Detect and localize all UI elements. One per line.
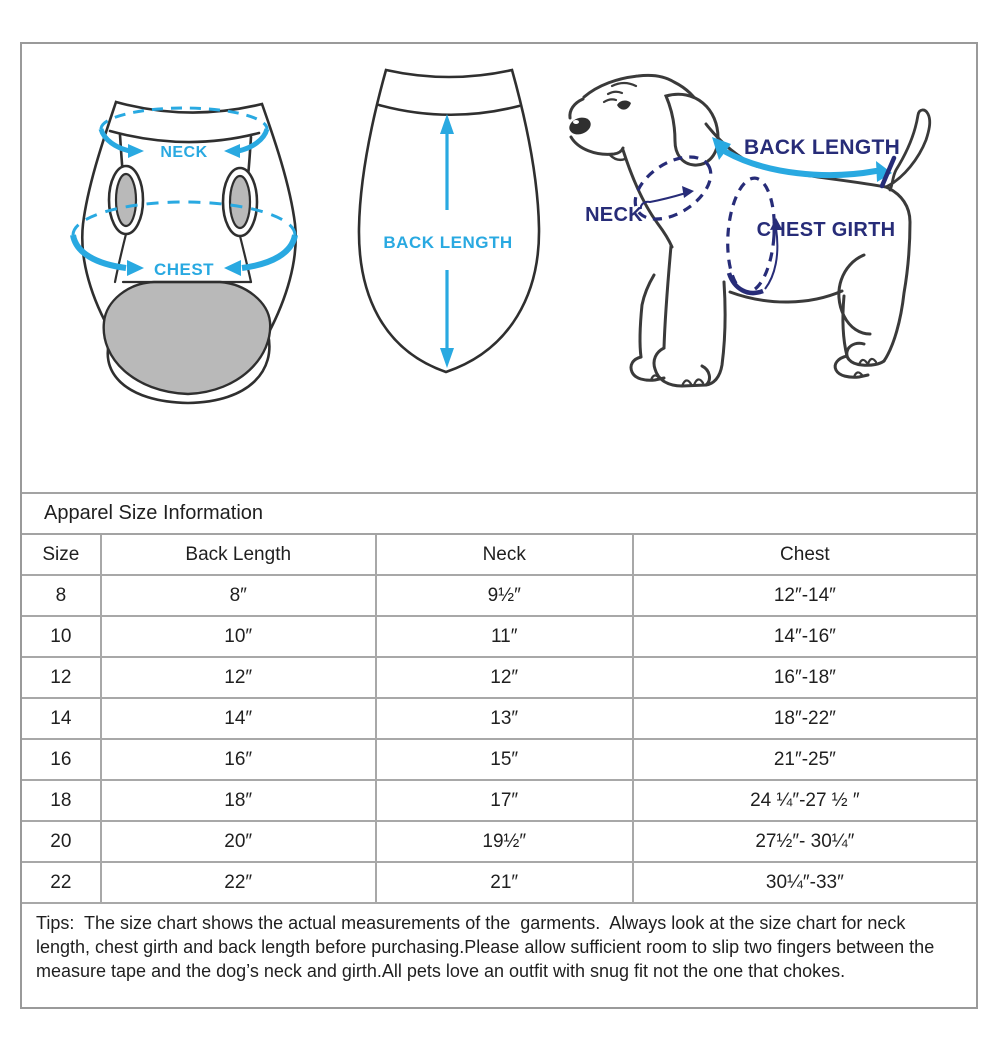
dog-chest-girth-label: CHEST GIRTH: [756, 219, 896, 241]
sleeve-hole-right: [230, 176, 250, 228]
cell-neck: 9½″: [376, 575, 633, 616]
table-row: [22, 698, 976, 739]
cell-size: 12: [22, 657, 101, 698]
col-header-neck: Neck: [376, 535, 633, 575]
cell-back: 20″: [101, 821, 376, 862]
cell-chest: 18″-22″: [633, 698, 976, 739]
cell-chest: 21″-25″: [633, 739, 976, 780]
cell-chest: 12″-14″: [633, 575, 976, 616]
table-row: [22, 739, 976, 780]
size-chart-panel: [20, 42, 978, 1009]
dog-diagram: [554, 50, 974, 400]
size-table: [22, 535, 976, 902]
garment-front-diagram: [68, 72, 303, 417]
tips-text: Tips: The size chart shows the actual measurements of the garments. Always look at the size chart for neck length, chest girth and back length before purchasing.Please allow sufficient room to slip two fingers between the measure tape and the dog’s neck and girth.All pets love an outfit with snug fit not the one that chokes.: [22, 902, 976, 1007]
col-header-size: Size: [22, 535, 101, 575]
table-row: [22, 616, 976, 657]
cell-neck: 17″: [376, 780, 633, 821]
cell-chest: 30¼″-33″: [633, 862, 976, 902]
cell-back: 18″: [101, 780, 376, 821]
cell-chest: 27½″- 30¼″: [633, 821, 976, 862]
table-row: [22, 862, 976, 902]
garment-back-diagram: [344, 58, 554, 388]
cell-chest: 24 ¼″-27 ½ ″: [633, 780, 976, 821]
front-neck-label: NECK: [160, 144, 208, 161]
cell-size: 22: [22, 862, 101, 902]
front-chest-label: CHEST: [153, 260, 215, 279]
cell-neck: 21″: [376, 862, 633, 902]
cell-size: 8: [22, 575, 101, 616]
dog-eye: [617, 101, 631, 110]
table-title: Apparel Size Information: [22, 494, 976, 535]
cell-back: 10″: [101, 616, 376, 657]
sleeve-hole-left: [116, 174, 136, 226]
col-header-chest: Chest: [633, 535, 976, 575]
cell-back: 16″: [101, 739, 376, 780]
cell-size: 20: [22, 821, 101, 862]
dog-back-length-label: BACK LENGTH: [743, 136, 901, 159]
cell-back: 22″: [101, 862, 376, 902]
cell-size: 10: [22, 616, 101, 657]
cell-neck: 11″: [376, 616, 633, 657]
table-row: [22, 780, 976, 821]
neck-pointer-icon: [682, 186, 694, 198]
cell-neck: 19½″: [376, 821, 633, 862]
col-header-back-length: Back Length: [101, 535, 376, 575]
back-length-label: BACK LENGTH: [383, 233, 513, 252]
header-row: [22, 535, 976, 575]
cell-neck: 13″: [376, 698, 633, 739]
table-row: [22, 575, 976, 616]
cell-neck: 12″: [376, 657, 633, 698]
cell-chest: 14″-16″: [633, 616, 976, 657]
cell-back: 8″: [101, 575, 376, 616]
measurement-diagrams: [22, 44, 976, 494]
cell-neck: 15″: [376, 739, 633, 780]
dog-neck-label: NECK: [585, 204, 643, 226]
cell-size: 16: [22, 739, 101, 780]
table-row: [22, 657, 976, 698]
cell-back: 12″: [101, 657, 376, 698]
table-row: [22, 821, 976, 862]
cell-back: 14″: [101, 698, 376, 739]
cell-chest: 16″-18″: [633, 657, 976, 698]
cell-size: 14: [22, 698, 101, 739]
cell-size: 18: [22, 780, 101, 821]
